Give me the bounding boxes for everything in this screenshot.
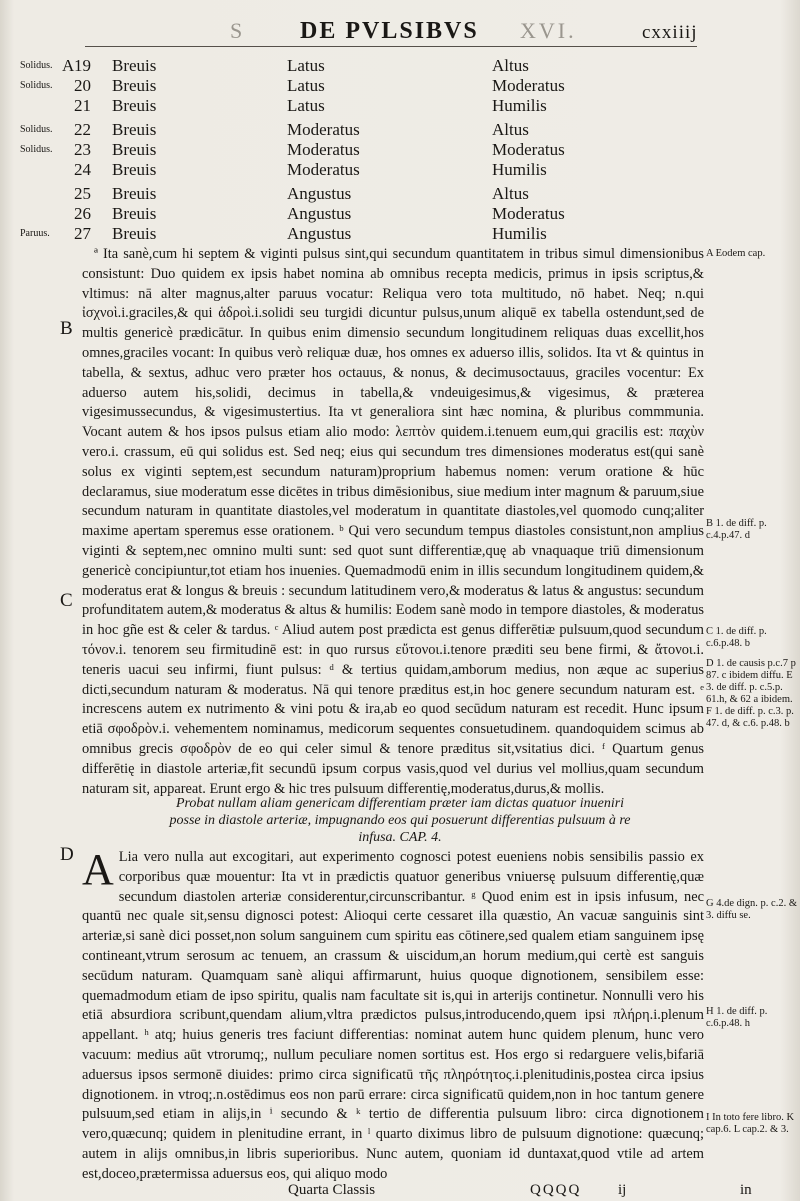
paragraph-2-text: Lia vero nulla aut excogitari, aut experimento cognosci potest eueniens nobis sensibilis passio ex corporibus quæ mouentur: Ita vt in prædictis quatuor generibus vniuersę pulsuum differentię,quæ secundum diastolen arteriæ considerentur,circunscribantur. ᵍ Quod enim est in ipsis infusum, nec quantū nec quale sit,sensu dignosci potest: Alioqui certe cessaret illa quæstio, An vacuæ sanguinis sint arteriæ,si sanè dici posset,non solum sanguinem cum spiritu eas cōtinere,sed qualem etiam sanguinem ipsę contineant,vtrum serosum ac tenuem, an crassum & uiscidum,an horum medium,qui certè est sanguis secūdum naturam. Quamquam sanè aliqui affirmarunt, huius quoque dignotionem, sensibilem esse: quemadmodum etiam de ipso spiritu, qualis nam facultate sit is,qui in arterijs continetur. Nonnulli vero his etiā absurdiora scribunt,quendam alium,vltra prædictos pulsus,introducendo,quem ipsi πλήρη.i.plenum appellant. ʰ atq; huius generis tres faciunt differentias: nominat autem hunc quidem plenum, hunc vero vacuum: medius aūt vtrorumq;, nullum peculiare nomen sortitus est. Hos ergo si redarguere velis,bifariā aduersus ipsos sermonē diuides: primo circa significatū τῆς πληρότητος.i.plenitudinis,postea circa ipsius dignotionem. in vtroq;.n.ostēdimus eos non parū errare: circa significatū quidem,non in hoc tantum genere pulsuum,sed etiam in alijs,in ⁱ secundo & ᵏ tertio de differentia pulsuum libro: circa dignotionem vero,quæcunq; quidem in plenitudine errant, in ˡ quarto diximus libro de pulsuum dignotione: quæcunq; autem in alijs omnibus,in libris superioribus. Nunc autem, quoniam id duntaxat,quod vtile ad artem est,doceo,prætermissa aduersus eos, qui aliquo modo xyxy=(82,849,704,1182)
footer-signature-number: ij xyxy=(618,1182,627,1198)
margin-note-b: B 1. de diff. p. c.4.p.47. d xyxy=(706,518,767,541)
row-margin-label: Solidus. xyxy=(20,124,53,135)
row-longitude: Breuis xyxy=(112,76,157,95)
row-latitude: Angustus xyxy=(287,224,352,243)
row-latitude: Latus xyxy=(287,56,325,75)
row-number: 26 xyxy=(74,204,91,223)
row-number: 23 xyxy=(74,140,91,159)
row-depth: Altus xyxy=(492,120,529,139)
folio-number: cxxiiij xyxy=(642,22,698,43)
margin-note-h: H 1. de diff. p. c.6.p.48. h xyxy=(706,1006,768,1029)
row-longitude: Breuis xyxy=(112,160,157,179)
margin-note-c: C 1. de diff. p. c.6.p.48. b xyxy=(706,626,767,649)
margin-note-d-e-f: D 1. de causis p.c.7 p 87. c ibidem diffu. E 3. de diff. p. c.5.p. 61.h, & 62 a ibidem. F 1. de diff. p. c.3. p. 47. d, & c.6. p.48. b xyxy=(706,658,796,729)
row-latitude: Moderatus xyxy=(287,140,360,159)
row-longitude: Breuis xyxy=(112,204,157,223)
row-number: 25 xyxy=(74,184,91,203)
row-longitude: Breuis xyxy=(112,120,157,139)
row-depth: Humilis xyxy=(492,224,547,243)
footer-catchword: in xyxy=(740,1182,752,1198)
row-depth: Humilis xyxy=(492,96,547,115)
row-section-letter: A xyxy=(62,56,75,75)
row-latitude: Angustus xyxy=(287,184,352,203)
row-latitude: Angustus xyxy=(287,204,352,223)
paragraph-2 xyxy=(82,845,704,1185)
row-longitude: Breuis xyxy=(112,140,157,159)
row-longitude: Breuis xyxy=(112,56,157,75)
bleed-through-right: XVI. xyxy=(520,18,577,43)
row-longitude: Breuis xyxy=(112,184,157,203)
paragraph-1 xyxy=(82,245,704,799)
section-letter-d: D xyxy=(60,844,74,865)
margin-note-a: A Eodem cap. xyxy=(706,248,766,259)
drop-cap: A xyxy=(82,845,114,894)
row-number: 27 xyxy=(74,224,91,243)
margin-note-i-k-l: I In toto fere libro. K cap.6. L cap.2. & 3. xyxy=(706,1112,795,1135)
header-rule xyxy=(85,46,697,47)
row-depth: Moderatus xyxy=(492,140,565,159)
row-number: 19 xyxy=(74,56,91,75)
margin-note-g: G 4.de dign. p. c.2. & 3. diffu se. xyxy=(706,898,797,921)
row-latitude: Moderatus xyxy=(287,160,360,179)
row-margin-label: Solidus. xyxy=(20,60,53,71)
row-depth: Moderatus xyxy=(492,204,565,223)
row-number: 24 xyxy=(74,160,91,179)
row-margin-label: Solidus. xyxy=(20,144,53,155)
row-depth: Moderatus xyxy=(492,76,565,95)
row-depth: Humilis xyxy=(492,160,547,179)
row-latitude: Moderatus xyxy=(287,120,360,139)
row-depth: Altus xyxy=(492,56,529,75)
row-latitude: Latus xyxy=(287,96,325,115)
row-depth: Altus xyxy=(492,184,529,203)
paragraph-1-text: ª Ita sanè,cum hi septem & viginti pulsus sint,qui secundum quantitatem in tribus simul dimensionibus consistunt: Duo quidem ex ipsis habet nomina ab omnibus recepta medicis, primus in ipsis scriptus,& vltimus: nā alter magnus,alter paruus vocatur: Reliqua vero tota multitudo, nō habet. Neq; n.qui ἰσχνοὶ.i.graciles,& qui ἁδροὶ.i.solidi seu turgidi dicuntur pulsus,unum aliquē ex tabella ostendunt,sed de multis genericè prædicātur. In quibus enim dimensio secundum longitudinem reliquas duas excellit,hos omnes,graciles vocant: In quibus verò reliquæ duæ, hos omnes ex aduerso illis, solidos. Ita vt & quintus in tabella, & sextus, adhuc vero præter hos octauus, & nonus, & decimusoctauus, graciles vocentur: Ex aduerso autem his,solidi, decimus in tabella,& vndeuigesimus,& vigesimus, & præterea vigesimussecundus, & vigesimustertius. Ita vt generaliora sint hæc nomina, & pluribus commmunia. Vocant autem & hos ipsos pulsus etiam alio modo: λεπτὸν quidem.i.tenuem eum,qui gracilis est: παχὺν vero.i. crassum, eū qui solidus est. Sed neq; eius qui secundum tres dimensiones moderatus est(qui sanè solus ex viginti septem,est secundum naturam)proprium habemus nomen: verum oratione & hūc declaramus, siue moderatum esse dicētes in tribus dimēsionibus, siue medium inter magnum & paruum,siue secundum naturam in quantitate diastoles,vel moderatum in quantitate diastoles,vel quomodo cunq;aliter maxime apertam speremus esse orationem. ᵇ Qui vero secundum tempus diastoles consistunt,non amplius viginti & septem,nec omnino multi sunt: sed quot sunt differentiæ,quę ab vnaquaque triū dimensionum genericè concipiuntur,tot etiam hos inuenies. Quemadmodū enim in illis secundum longitudinem quidem,& moderatus erat & longus & breuis : secundum latitudinem vero,& moderatus & latus & angustus: secundum profunditatem autem,& moderatus & altus & humilis: Eodem sanè modo in tempore diastoles, & moderatus in hoc gñe est & celer & tardus. ᶜ Aliud autem post prædicta est genus differētiæ pulsuum,quod secundum τόνον.i. tenorem seu firmitudinē est: in quo rursus εὔτονοι.i.tenore præditi seu bene firmi, & ἄτονοι.i. teneris uacui seu infirmi, fiunt pulsus: ᵈ & tertius quidam,amborum medius, non æque ac superius dicti,secundum naturam & moderatus. Nā qui tenore præditus est,in hoc genere secundum naturam est. ᵉ increscens autem ex nutrimento & vini potu & ira,ab eo quod secūdum naturam est recedit. Hunc ipsum etiā σφοδρὸν.i. vehementem nominamus, medicorum sequentes consuetudinem. quandoquidem scimus ab omnibus grecis σφοδρὸν de eo qui celer simul & tenore præditus sit,vsitatius dici. ᶠ Quartum genus differētię in diastole arteriæ,fit secundū ipsum corpus vasis,quod vel durius vel mollius,quam secundum naturam sit, appareat. Erunt ergo & hic tres pulsuum differentię,moderatus,durus,& mollis. xyxy=(82,246,704,797)
row-number: 22 xyxy=(74,120,91,139)
row-latitude: Latus xyxy=(287,76,325,95)
section-letter-c: C xyxy=(60,590,73,611)
section-letter-b: B xyxy=(60,318,73,339)
row-margin-label: Paruus. xyxy=(20,228,50,239)
row-number: 21 xyxy=(74,96,91,115)
row-longitude: Breuis xyxy=(112,96,157,115)
chapter-heading: Probat nullam aliam genericam differentiam præter iam dictas quatuor inueniri posse in diastole arteriæ, impugnando eos qui posuerunt differentias pulsuum à re infusa. CAP. 4. xyxy=(169,796,631,845)
row-longitude: Breuis xyxy=(112,224,157,243)
footer-classis: Quarta Classis xyxy=(288,1182,376,1198)
row-number: 20 xyxy=(74,76,91,95)
row-margin-label: Solidus. xyxy=(20,80,53,91)
footer-signature: QQQQ xyxy=(530,1182,582,1198)
bleed-through-left: S xyxy=(230,18,246,43)
running-title: DE PVLSIBVS xyxy=(300,18,479,44)
